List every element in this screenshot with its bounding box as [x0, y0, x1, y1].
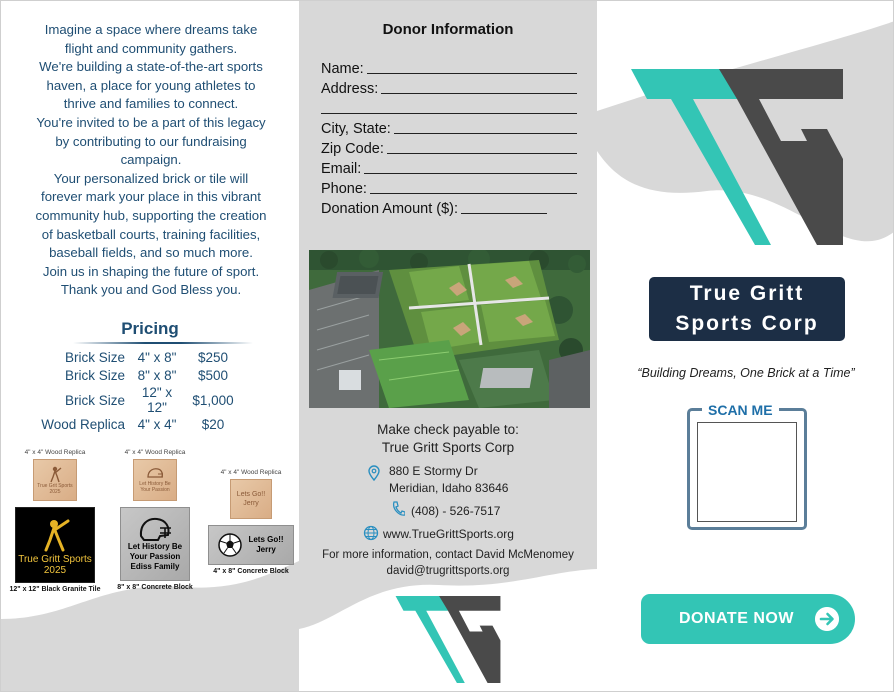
intro-line: Imagine a space where dreams take	[44, 22, 258, 37]
soccer-ball-icon	[218, 533, 242, 557]
more-info-text	[299, 547, 597, 579]
granite-tile-year: 2025	[43, 565, 67, 576]
sample-block8	[109, 449, 201, 591]
name-field[interactable]	[367, 73, 577, 74]
batter-gold-icon	[37, 518, 73, 552]
address-line-2-field[interactable]	[321, 113, 577, 114]
form-label: Address:	[321, 81, 379, 97]
price-row	[25, 367, 241, 386]
address-field[interactable]	[381, 93, 577, 94]
form-row-address-2	[321, 97, 577, 117]
left-panel	[1, 1, 299, 692]
intro-line: We're building a state-of-the-art sports	[39, 59, 263, 75]
wood-replica-image	[230, 479, 272, 519]
intro-line: of basketball courts, training facilities,	[41, 226, 261, 242]
price-amount: $500	[197, 368, 229, 384]
price-row	[25, 385, 241, 415]
intro-line: flight and community gathers.	[64, 40, 238, 56]
tg-logo-large	[631, 59, 843, 245]
concrete-block-line: Lets Go!!	[248, 535, 284, 544]
granite-tile-title: True Gritt Sports	[18, 554, 92, 565]
arrow-right-icon	[815, 607, 839, 631]
sample-label: 8" x 8" Concrete Block	[117, 584, 193, 591]
email-address[interactable]: david@trugrittsports.org	[386, 565, 510, 577]
batter-silhouette-icon	[46, 465, 64, 483]
price-amount: $20	[201, 416, 225, 432]
intro-line: baseball fields, and so much more.	[49, 245, 253, 261]
form-label: Name:	[321, 61, 364, 77]
qr-code-placeholder[interactable]	[697, 422, 797, 522]
donor-form	[321, 57, 577, 217]
donation-amount-field[interactable]	[461, 213, 547, 214]
form-row-donation	[321, 197, 577, 217]
form-row-name	[321, 57, 577, 77]
price-name: Brick Size	[64, 392, 125, 408]
concrete-block-text	[248, 535, 283, 555]
zip-code-field[interactable]	[387, 153, 577, 154]
donate-now-button[interactable]	[641, 594, 855, 644]
sample-label: 12" x 12" Black Granite Tile	[9, 586, 101, 593]
scan-me-label: SCAN ME	[702, 402, 779, 418]
donate-now-label: DONATE NOW	[679, 610, 794, 627]
product-samples	[1, 449, 299, 609]
price-name: Brick Size	[64, 349, 125, 365]
address-block	[389, 463, 508, 497]
concrete-block-line: Your Passion	[129, 552, 181, 561]
price-size: 8" x 8"	[137, 368, 177, 384]
form-row-city-state	[321, 117, 577, 137]
right-panel	[597, 1, 894, 692]
email-field[interactable]	[364, 173, 577, 174]
pricing-table	[25, 348, 241, 434]
price-row	[25, 415, 241, 434]
pricing-underline	[73, 342, 253, 344]
wood-replica-text: Let History Be Your Passion	[139, 481, 171, 493]
city-state-field[interactable]	[394, 133, 577, 134]
helmet-icon	[146, 467, 164, 481]
check-payable-info	[299, 421, 597, 457]
website-link[interactable]: www.TrueGrittSports.org	[383, 527, 514, 541]
football-helmet-icon	[138, 516, 172, 542]
concrete-block-image	[120, 507, 190, 581]
sample-block4	[207, 469, 295, 575]
tg-logo-small	[392, 591, 504, 683]
concrete-block-line: Jerry	[256, 545, 276, 554]
intro-line: Join us in shaping the future of sport.	[42, 263, 260, 279]
intro-line: You're invited to be a part of this legacy	[36, 114, 266, 130]
price-amount: $1,000	[192, 392, 234, 408]
price-size: 12" x 12"	[141, 385, 173, 415]
wood-replica-image	[33, 459, 77, 501]
price-name: Wood Replica	[41, 416, 125, 432]
phone-number: (408) - 526-7517	[411, 504, 501, 518]
granite-tile-image	[15, 507, 95, 583]
concrete-block-line: Ediss Family	[130, 562, 180, 571]
middle-panel	[299, 1, 597, 692]
pricing-title: Pricing	[121, 319, 179, 338]
price-size: 4" x 8"	[137, 349, 177, 365]
sports-complex-aerial-image	[309, 250, 590, 408]
form-label: Donation Amount ($):	[321, 201, 459, 217]
street-address: 880 E Stormy Dr	[389, 464, 478, 478]
form-label: Zip Code:	[321, 141, 384, 157]
price-row	[25, 348, 241, 367]
phone-icon	[391, 501, 405, 517]
location-pin-icon	[367, 465, 381, 481]
intro-line: community hub, supporting the creation	[35, 207, 267, 223]
price-amount: $250	[197, 349, 229, 365]
globe-icon	[363, 525, 379, 541]
qr-code-frame	[687, 402, 807, 530]
intro-line: forever mark your place in this vibrant	[41, 189, 261, 205]
concrete-block-line: Let History Be	[127, 542, 183, 551]
brand-name-box	[649, 277, 845, 341]
sample-granite	[9, 449, 101, 593]
more-info-line: For more information, contact David McMenomey	[322, 549, 574, 561]
intro-line: haven, a place for young athletes to	[46, 77, 256, 93]
intro-line: thrive and families to connect.	[63, 96, 239, 112]
brand-line-2: Sports Corp	[675, 312, 819, 335]
form-row-phone	[321, 177, 577, 197]
price-name: Brick Size	[64, 368, 125, 384]
wood-replica-image	[133, 459, 177, 501]
form-row-zip	[321, 137, 577, 157]
wood-replica-text: Lets Go!! Jerry	[236, 491, 266, 507]
intro-line: Your personalized brick or tile will	[53, 170, 249, 186]
intro-line: by contributing to our fundraising	[55, 133, 247, 149]
intro-line: campaign.	[120, 152, 182, 168]
check-line-1: Make check payable to:	[377, 422, 519, 437]
wood-replica-caption: 4" x 4" Wood Replica	[24, 449, 86, 456]
city-address: Meridian, Idaho 83646	[389, 481, 509, 495]
form-row-email	[321, 157, 577, 177]
wood-replica-text: True Grit Sports 2025	[37, 483, 73, 495]
wood-replica-caption: 4" x 4" Wood Replica	[220, 469, 282, 476]
intro-line: Thank you and God Bless you.	[60, 282, 242, 298]
brand-line-1: True Gritt	[689, 282, 805, 305]
form-label: City, State:	[321, 121, 391, 137]
sample-label: 4" x 8" Concrete Block	[213, 568, 289, 575]
check-line-2: True Gritt Sports Corp	[381, 440, 515, 455]
concrete-block-image	[208, 525, 294, 565]
tagline: “Building Dreams, One Brick at a Time”	[637, 366, 855, 380]
price-size: 4" x 4"	[137, 416, 177, 432]
wood-replica-caption: 4" x 4" Wood Replica	[124, 449, 186, 456]
donor-info-title: Donor Information	[382, 21, 514, 38]
form-label: Email:	[321, 161, 362, 177]
intro-text	[15, 21, 287, 300]
form-label: Phone:	[321, 181, 367, 197]
form-row-address	[321, 77, 577, 97]
phone-field[interactable]	[370, 193, 577, 194]
